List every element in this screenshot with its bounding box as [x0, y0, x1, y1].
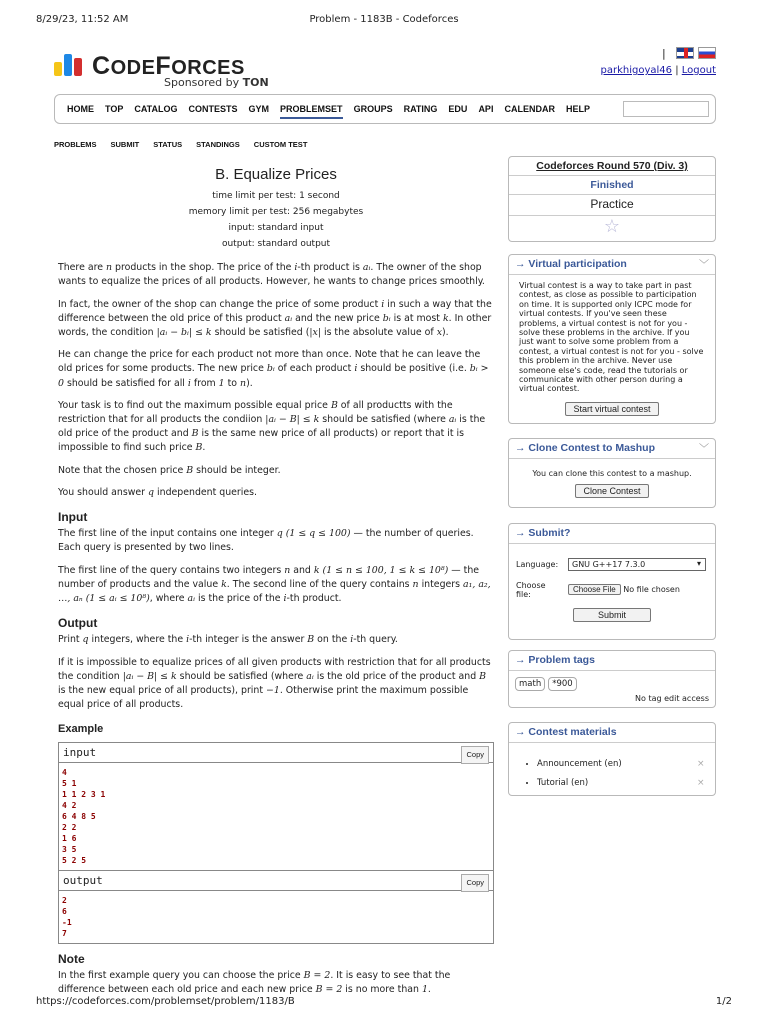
menu-item-calendar[interactable]: CALENDAR — [504, 104, 555, 114]
russian-flag-icon[interactable] — [698, 47, 716, 59]
menu-item-groups[interactable]: GROUPS — [353, 104, 393, 114]
clone-contest-box — [508, 438, 716, 508]
legend-paragraph-5: Note that the chosen price B should be integer. — [58, 464, 281, 476]
copy-output-button[interactable]: Copy — [461, 874, 489, 892]
virtual-participation-text: Virtual contest is a way to take part in past contest, as close as possible to participation on time. It is supported only ICPC mode for virtual contests. If you've seen these problems, a virtual contest is not for you - solve these problems in the archive. If you just want to solve some problem from a contest, a virtual contest is not for you - solve this problem in the archive. Never use someone else's code, read the tutorials or communicate with other person during a virtual contest. — [519, 281, 704, 394]
menu-item-top[interactable]: TOP — [105, 104, 124, 114]
contest-materials-header: → Contest materials — [509, 723, 715, 743]
language-switcher: | — [662, 46, 716, 60]
sample-input-header: input Copy — [59, 743, 493, 763]
start-virtual-contest-button[interactable]: Start virtual contest — [565, 402, 658, 416]
close-icon[interactable]: × — [697, 759, 705, 769]
problem-title: B. Equalize Prices — [215, 166, 337, 183]
menu-item-edu[interactable]: EDU — [448, 104, 468, 114]
submenu-item-custom-test[interactable]: CUSTOM TEST — [253, 140, 308, 149]
output-paragraph-2: If it is impossible to equalize prices of all given products with restriction that for all products the condition |aᵢ − B| ≤ k should be satisfied (where aᵢ is the old price of the product and B is the new equal price of all products), print −1. Otherwise print the maximum possible equal price of all products. — [58, 656, 491, 711]
sample-tests — [58, 742, 494, 944]
material-item — [537, 755, 715, 774]
menu-item-contests[interactable]: CONTESTS — [188, 104, 238, 114]
problem-tags-box — [508, 650, 716, 708]
choose-file-button[interactable]: Choose File — [568, 584, 621, 595]
material-item — [537, 774, 715, 793]
logout-link[interactable]: Logout — [681, 65, 716, 76]
legend-paragraph-1: There are n products in the shop. The price of the i-th product is aᵢ. The owner of the shop wants to equalize the prices of all products. However, he wants to change prices smoothly. — [58, 262, 485, 288]
problem-tags-header: → Problem tags — [509, 651, 715, 671]
language-select[interactable]: GNU G++17 7.3.0 ▾ — [568, 558, 706, 571]
english-flag-icon[interactable] — [676, 47, 694, 59]
submit-box — [508, 523, 716, 640]
close-icon[interactable]: × — [697, 778, 705, 788]
menu-item-rating[interactable]: RATING — [403, 104, 438, 114]
virtual-participation-header[interactable]: → Virtual participation ﹀ — [509, 255, 715, 275]
clone-contest-header[interactable]: → Clone Contest to Mashup ﹀ — [509, 439, 715, 459]
contest-round-link[interactable]: Codeforces Round 570 (Div. 3) — [509, 157, 715, 176]
print-page: 1/2 — [715, 996, 732, 1007]
submenu-item-status[interactable]: STATUS — [153, 140, 183, 149]
problem-tag[interactable]: math — [515, 677, 545, 691]
print-url: https://codeforces.com/problemset/problem/1183/B — [36, 996, 295, 1007]
chevron-down-icon[interactable]: ﹀ — [699, 444, 709, 455]
sample-output: 2 6 -1 7 — [62, 895, 72, 938]
note-section-title: Note — [58, 951, 85, 966]
note-paragraph: In the first example query you can choose the price B = 2. It is easy to see that the difference between each old price and each new price B = 2 is no more than 1. — [58, 969, 451, 996]
submenu-item-submit[interactable]: SUBMIT — [110, 140, 140, 149]
submenu-item-problems[interactable]: PROBLEMS — [54, 140, 97, 149]
clone-contest-text: You can clone this contest to a mashup. — [532, 469, 692, 478]
output-paragraph-1: Print q integers, where the i-th integer is the answer B on the i-th query. — [58, 634, 398, 646]
chevron-down-icon[interactable]: ﹀ — [699, 260, 709, 271]
copy-input-button[interactable]: Copy — [461, 746, 489, 764]
user-handle-link[interactable]: parkhigoyal46 — [600, 65, 672, 76]
language-label: Language: — [516, 560, 559, 569]
virtual-participation-box — [508, 254, 716, 424]
menu-item-catalog[interactable]: CATALOG — [134, 104, 178, 114]
no-file-text: No file chosen — [623, 585, 680, 594]
logo-sponsor: Sponsored by TON — [164, 76, 269, 89]
problemset-submenu — [54, 140, 307, 149]
input-paragraph-2: The first line of the query contains two integers n and k (1 ≤ n ≤ 100, 1 ≤ k ≤ 10⁸) — the number of products and the value k. The second line of the query contains n integers a₁, a₂, …, aₙ (1 ≤ aᵢ ≤ 10⁸), where aᵢ is the price of the i-th product. — [58, 564, 491, 605]
material-link[interactable]: Tutorial (en) — [537, 778, 589, 788]
legend-paragraph-6: You should answer q independent queries. — [58, 486, 258, 498]
chevron-down-icon: ▾ — [696, 559, 701, 568]
menu-item-home[interactable]: HOME — [67, 104, 94, 114]
menu-item-api[interactable]: API — [478, 104, 494, 114]
problem-limits: time limit per test: 1 second memory limit per test: 256 megabytes input: standard input output: standard output — [188, 191, 364, 250]
submit-header: → Submit? — [509, 524, 715, 544]
sample-output-header: output Copy — [59, 871, 493, 891]
file-label: Choose file: — [516, 581, 546, 599]
codeforces-logo[interactable] — [54, 50, 284, 90]
tag-edit-note: No tag edit access — [635, 694, 709, 703]
menu-item-problemset[interactable]: PROBLEMSET — [280, 104, 343, 119]
menu-item-gym[interactable]: GYM — [248, 104, 270, 114]
logo-bars-icon — [54, 54, 86, 76]
contest-status: Finished — [509, 176, 715, 195]
print-datetime: 8/29/23, 11:52 AM — [36, 14, 129, 25]
legend-paragraph-3: He can change the price for each product not more than once. Note that he can leave the old prices for some products. The new price bᵢ of each product i should be positive (i.e. bᵢ > 0 should be satisfied for all i from 1 to n). — [58, 349, 489, 389]
material-link[interactable]: Announcement (en) — [537, 759, 622, 769]
submenu-item-standings[interactable]: STANDINGS — [196, 140, 240, 149]
example-title: Example — [58, 723, 104, 736]
legend-paragraph-4: Your task is to find out the maximum possible equal price B of all productts with the restriction that for all products the condiion |aᵢ − B| ≤ k should be satisfied (where aᵢ is the old price of the product and B is the same new price of all products) or report that it is impossible to find such price B. — [58, 399, 486, 454]
main-menu — [54, 94, 716, 124]
contest-materials-box — [508, 722, 716, 796]
problem-statement — [58, 168, 494, 1005]
legend-paragraph-2: In fact, the owner of the shop can change the price of some product i in such a way that the difference between the old price of this product aᵢ and the new price bᵢ is at most k. In other words, the condition |aᵢ − bᵢ| ≤ k should be satisfied (|x| is the absolute value of x). — [58, 298, 492, 339]
menu-item-help[interactable]: HELP — [565, 104, 590, 114]
input-paragraph-1: The first line of the input contains one integer q (1 ≤ q ≤ 100) — the number of queries. Each query is presented by two lines. — [58, 528, 474, 554]
problem-tag[interactable]: *900 — [548, 677, 576, 691]
clone-contest-button[interactable]: Clone Contest — [575, 484, 648, 498]
logo-wordmark: CODEFORCES — [92, 52, 245, 80]
input-section-title: Input — [58, 510, 88, 525]
search-input[interactable] — [623, 101, 709, 117]
output-section-title: Output — [58, 616, 98, 631]
contest-round-box — [508, 156, 716, 242]
print-doc-title: Problem - 1183B - Codeforces — [309, 14, 459, 25]
user-links: parkhigoyal46 | Logout — [600, 65, 716, 76]
sample-input: 4 5 1 1 1 2 3 1 4 2 6 4 8 5 2 2 1 6 3 5 5 2 5 — [59, 763, 493, 871]
submit-button[interactable]: Submit — [573, 608, 651, 622]
contest-mode: Practice — [509, 195, 715, 216]
star-icon[interactable]: ☆ — [603, 216, 621, 237]
